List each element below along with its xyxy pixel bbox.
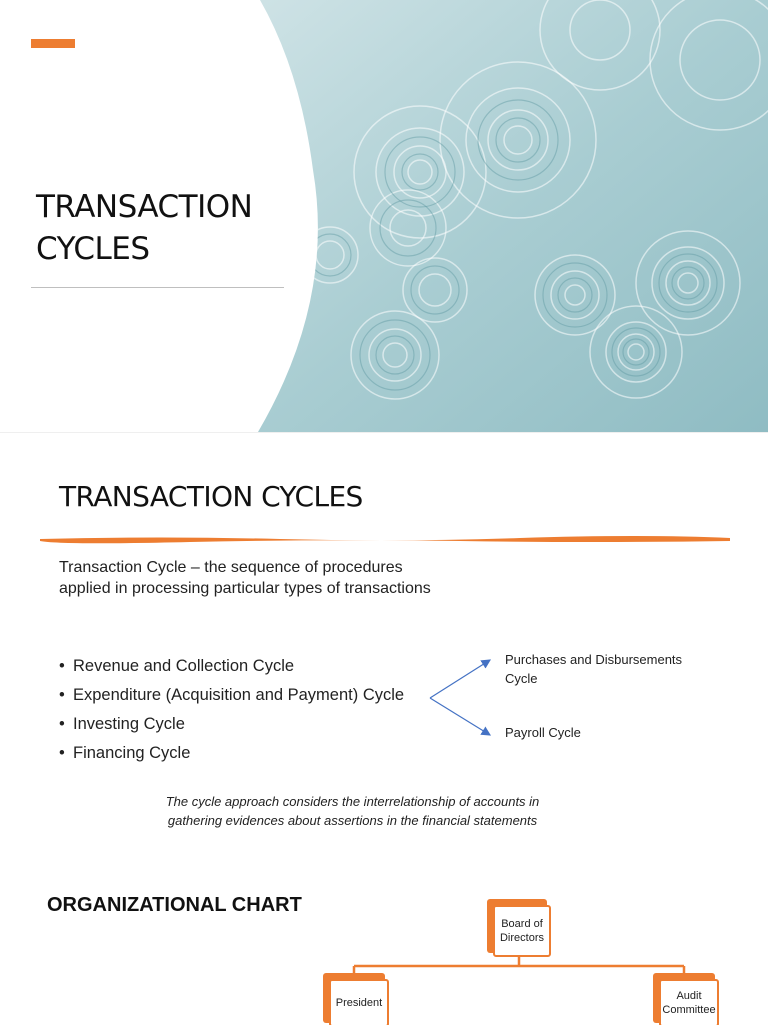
accent-bar — [31, 39, 75, 48]
org-chart-connectors — [0, 433, 768, 1025]
list-item: • Financing Cycle — [59, 739, 404, 768]
slide-title — [36, 186, 296, 270]
org-box-president: President — [323, 973, 385, 1023]
title-slide — [0, 0, 768, 432]
definition-text: Transaction Cycle – the sequence of procedures applied in processing particular types of transactions — [59, 559, 431, 597]
title-line-2: CYCLES — [36, 231, 150, 267]
title-divider — [31, 287, 284, 288]
org-chart-title: ORGANIZATIONAL CHART — [47, 894, 302, 916]
content-slide — [0, 432, 768, 1025]
title-line-1: TRANSACTION — [36, 189, 253, 225]
cycle-approach-note: The cycle approach considers the interrelationship of accounts in gathering evidences about assertions in the financial statements — [165, 794, 540, 828]
list-item: • Investing Cycle — [59, 710, 404, 739]
subcycle-purchases: Purchases and Disbursements Cycle — [505, 652, 683, 686]
list-item: • Revenue and Collection Cycle — [59, 652, 404, 681]
slide-title: TRANSACTION CYCLES — [59, 480, 363, 513]
org-box-audit-committee: Audit Committee — [653, 973, 715, 1023]
list-item: • Expenditure (Acquisition and Payment) Cycle — [59, 681, 404, 710]
subcycle-payroll: Payroll Cycle — [505, 725, 581, 740]
org-box-board: Board of Directors — [487, 899, 547, 953]
